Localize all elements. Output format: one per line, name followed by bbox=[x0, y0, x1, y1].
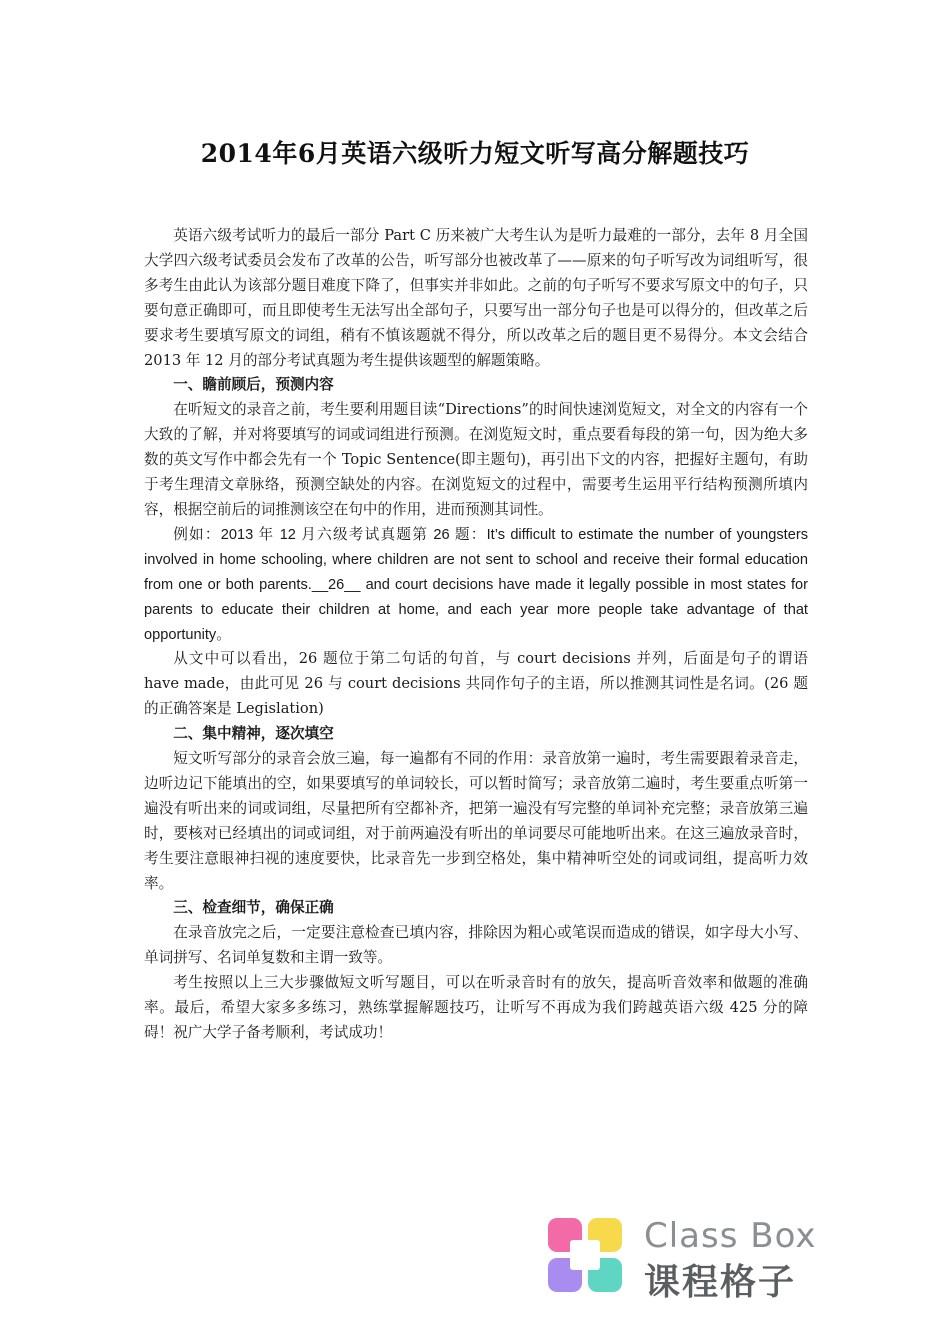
logo-center-square bbox=[570, 1240, 600, 1270]
section-heading-1: 一、瞻前顾后，预测内容 bbox=[173, 376, 334, 394]
section-3-paragraph: 在录音放完之后，一定要注意检查已填内容，排除因为粗心或笔误而造成的错误，如字母大小写、单词拼写、名词单复数和主谓一致等。 bbox=[144, 924, 808, 967]
classbox-logo-icon bbox=[546, 1216, 624, 1294]
logo-chinese-text: 课程格子 bbox=[644, 1262, 797, 1303]
article-body bbox=[144, 224, 808, 1046]
example-paragraph: 例如：2013 年 12 月六级考试真题第 26 题：It’s difficult to estimate the number of youngsters involved in home schooling, where children are not sent to school and receive their formal education from one or both parents.__26__ and court decisions have made it legally possible in most states for parents to educate their children at home, and each year more people take advantage of that opportunity。 bbox=[144, 526, 808, 643]
analysis-paragraph: 从文中可以看出，26 题位于第二句话的句首，与 court decisions 并列，后面是句子的谓语 have made，由此可见 26 与 court decisions 共同作句子的主语，所以推测其词性是名词。(26 题的正确答案是 Legislation) bbox=[144, 650, 808, 718]
section-1-paragraph: 在听短文的录音之前，考生要利用题目读“Directions”的时间快速浏览短文，对全文的内容有一个大致的了解，并对将要填写的词或词组进行预测。在浏览短文时，重点要看每段的第一句，因为绝大多数的英文写作中都会先有一个 Topic Sentence(即主题句)，再引出下文的内容，把握好主题句，有助于考生理清文章脉络，预测空缺处的内容。在浏览短文的过程中，需要考生运用平行结构预测所填内容，根据空前后的词推测该空在句中的作用，进而预测其词性。 bbox=[144, 401, 808, 518]
conclusion-paragraph: 考生按照以上三大步骤做短文听写题目，可以在听录音时有的放矢，提高听音效率和做题的准确率。最后，希望大家多多练习，熟练掌握解题技巧，让听写不再成为我们跨越英语六级 425 分的障碍！祝广大学子备考顺利，考试成功！ bbox=[144, 974, 808, 1041]
section-heading-3: 三、检查细节，确保正确 bbox=[173, 899, 334, 917]
classbox-logo bbox=[546, 1216, 817, 1303]
section-2-paragraph: 短文听写部分的录音会放三遍，每一遍都有不同的作用：录音放第一遍时，考生需要跟着录音走，边听边记下能填出的空，如果要填写的单词较长，可以暂时简写；录音放第二遍时，考生要重点听第一遍没有听出来的词或词组，尽量把所有空都补齐，把第一遍没有写完整的单词补充完整；录音放第三遍时，要核对已经填出的词或词组，对于前两遍没有听出的单词要尽可能地听出来。在这三遍放录音时，考生要注意眼神扫视的速度要快，比录音先一步到空格处，集中精神听空处的词或词组，提高听力效率。 bbox=[144, 750, 808, 892]
logo-english-text: Class Box bbox=[644, 1216, 817, 1256]
section-heading-2: 二、集中精神，逐次填空 bbox=[173, 725, 334, 743]
intro-paragraph: 英语六级考试听力的最后一部分 Part C 历来被广大考生认为是听力最难的一部分，去年 8 月全国大学四六级考试委员会发布了改革的公告，听写部分也被改革了——原来的句子听写改为词组听写，很多考生由此认为该部分题目难度下降了，但事实并非如此。之前的句子听写不要求写原文中的句子，只要句意正确即可，而且即使考生无法写出全部句子，只要写出一部分句子也是可以得分的，但改革之后要求考生要填写原文的词组，稍有不慎该题就不得分，所以改革之后的题目更不易得分。本文会结合 2013 年 12 月的部分考试真题为考生提供该题型的解题策略。 bbox=[144, 227, 808, 369]
page-title: 2014年6月英语六级听力短文听写高分解题技巧 bbox=[200, 139, 750, 168]
